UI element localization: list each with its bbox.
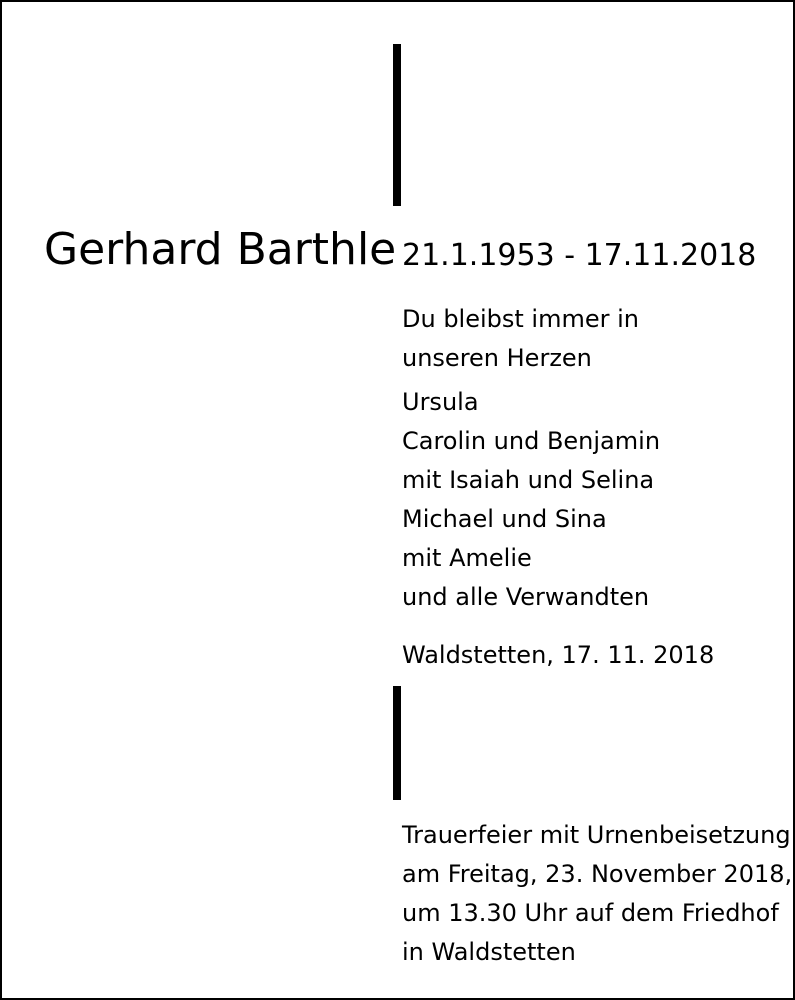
- mourner-line: mit Amelie: [402, 544, 532, 572]
- mourners-list: [402, 383, 660, 617]
- cross-bar-top: [393, 44, 401, 206]
- motto-line: Du bleibst immer in: [402, 305, 639, 333]
- funeral-line: Trauerfeier mit Urnenbeisetzung: [402, 821, 791, 849]
- place-and-date: Waldstetten, 17. 11. 2018: [402, 641, 715, 669]
- cross-bar-bottom: [393, 686, 401, 800]
- life-dates: 21.1.1953 - 17.11.2018: [402, 238, 757, 273]
- mourner-line: Ursula: [402, 388, 479, 416]
- funeral-notice: [402, 816, 792, 972]
- funeral-line: am Freitag, 23. November 2018,: [402, 860, 793, 888]
- deceased-name: Gerhard Barthle: [44, 224, 397, 275]
- mourner-line: Michael und Sina: [402, 505, 607, 533]
- funeral-line: in Waldstetten: [402, 938, 576, 966]
- mourner-line: und alle Verwandten: [402, 583, 650, 611]
- mourner-line: mit Isaiah und Selina: [402, 466, 655, 494]
- funeral-line: um 13.30 Uhr auf dem Friedhof: [402, 899, 779, 927]
- mourner-line: Carolin und Benjamin: [402, 427, 661, 455]
- motto-text: [402, 300, 639, 378]
- motto-line: unseren Herzen: [402, 344, 592, 372]
